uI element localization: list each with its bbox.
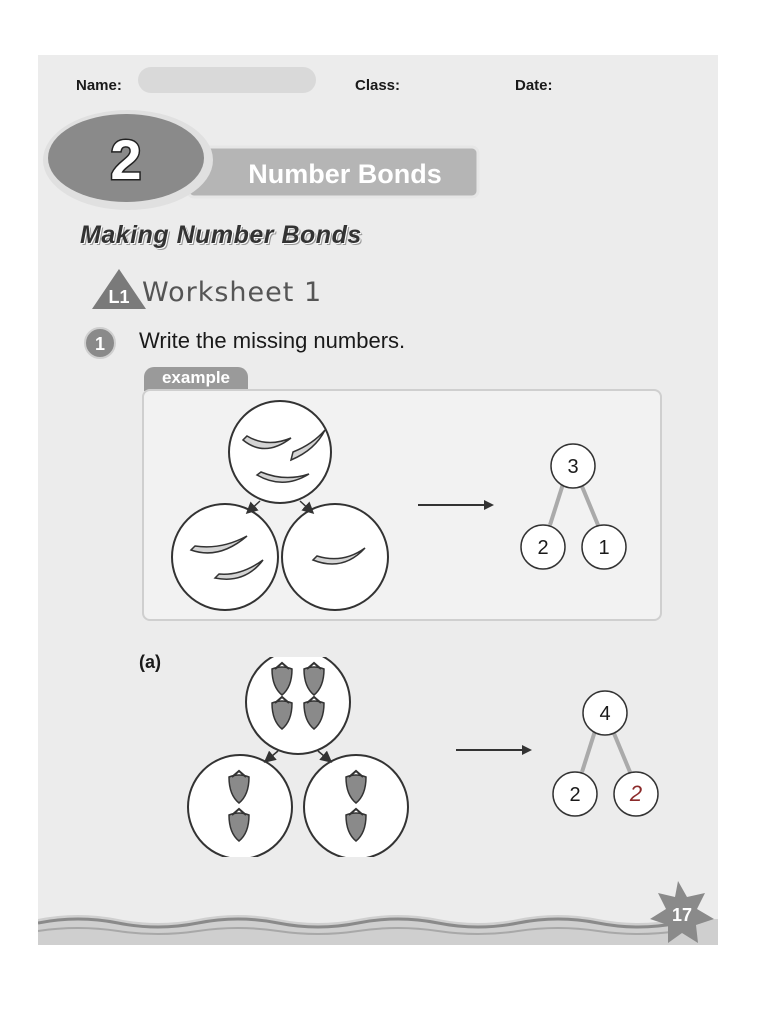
bond-part-left-value: 2 — [569, 784, 581, 806]
section-title: Making Number Bonds — [80, 221, 362, 249]
question-instruction: Write the missing numbers. — [139, 328, 406, 353]
level-badge — [88, 263, 150, 313]
bond-whole-value: 4 — [599, 703, 611, 725]
whole-group-circle — [229, 401, 331, 503]
whole-group-circle — [246, 657, 350, 754]
example-number-bond — [516, 440, 636, 575]
example-arrow — [414, 495, 496, 515]
name-label: Name: — [76, 77, 122, 94]
part-a-picture — [186, 657, 412, 857]
part-a-number-bond — [548, 687, 668, 822]
bond-part-left-value: 2 — [537, 537, 549, 559]
part-group-circle-left — [188, 755, 292, 857]
handwritten-answer[interactable]: 2 — [629, 781, 643, 806]
question-number-badge — [82, 325, 118, 361]
chapter-title: Number Bonds — [248, 159, 442, 189]
worksheet-page — [38, 55, 718, 945]
worksheet-title: Worksheet 1 — [142, 277, 323, 308]
level-badge-text: L1 — [108, 287, 130, 307]
footer-decoration — [38, 875, 718, 945]
example-tab: example — [144, 367, 248, 391]
part-group-circle-right — [282, 504, 388, 610]
part-group-circle-left — [172, 504, 278, 610]
class-label: Class: — [355, 77, 401, 94]
name-field[interactable] — [138, 67, 316, 93]
date-label: Date: — [515, 77, 553, 94]
question-number: 1 — [94, 334, 106, 354]
part-a-label: (a) — [139, 652, 161, 672]
page-number: 17 — [671, 905, 693, 925]
bond-part-right-value: 1 — [598, 537, 610, 559]
bond-whole-value: 3 — [567, 456, 579, 478]
example-picture — [163, 400, 403, 612]
chapter-banner — [38, 105, 488, 215]
part-a-arrow — [452, 740, 534, 760]
chapter-number: 2 — [110, 128, 142, 191]
